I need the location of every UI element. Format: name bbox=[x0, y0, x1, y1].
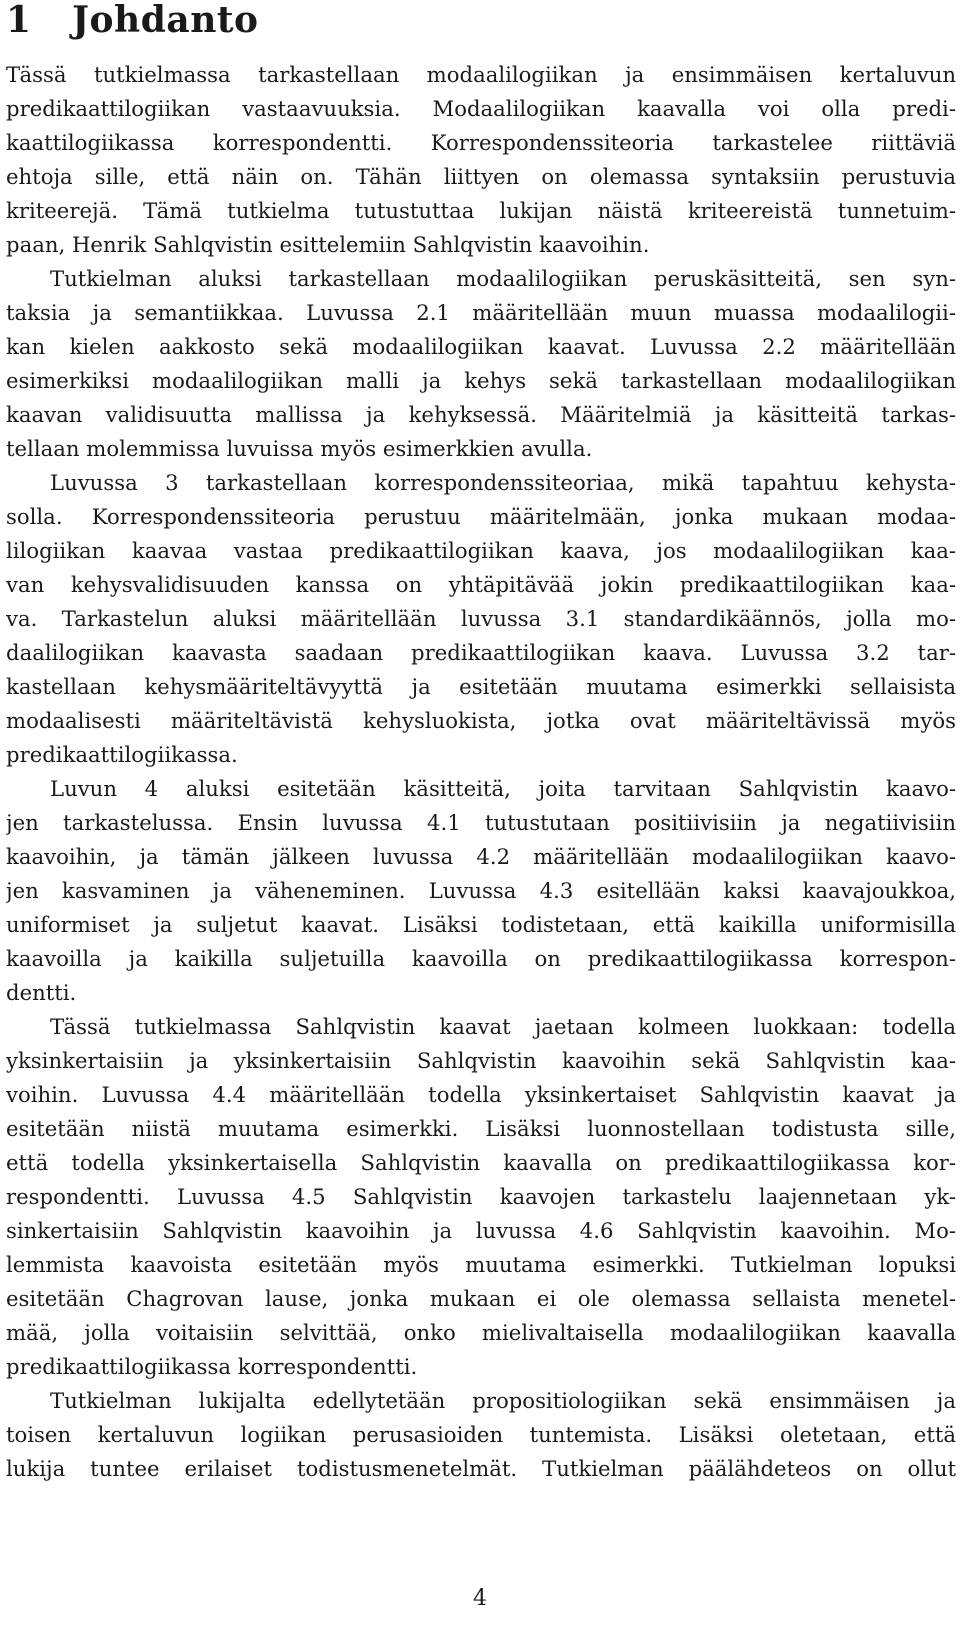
text-line: van kehysvalidisuuden kanssa on yhtäpitävää jokin predikaattilogiikan kaa- bbox=[6, 572, 956, 597]
body-text bbox=[6, 58, 956, 1486]
text-line: esitetään niistä muutama esimerkki. Lisäksi luonnostellaan todistusta sille, bbox=[6, 1116, 956, 1141]
text-line: esimerkiksi modaalilogiikan malli ja kehys sekä tarkastellaan modaalilogiikan bbox=[6, 368, 956, 393]
text-line: toisen kertaluvun logiikan perusasioiden tuntemista. Lisäksi oletetaan, että bbox=[6, 1422, 956, 1447]
text-line: predikaattilogiikassa. bbox=[6, 742, 238, 767]
text-line: predikaattilogiikassa korrespondentti. bbox=[6, 1354, 418, 1379]
text-line: kastellaan kehysmääriteltävyyttä ja esitetään muutama esimerkki sellaisista bbox=[6, 674, 956, 699]
text-line: jen tarkastelussa. Ensin luvussa 4.1 tutustutaan positiivisiin ja negatiivisiin bbox=[6, 810, 956, 835]
text-line: kaavoilla ja kaikilla suljetuilla kaavoilla on predikaattilogiikassa korrespon- bbox=[6, 946, 956, 971]
text-line: mää, jolla voitaisiin selvittää, onko mielivaltaisella modaalilogiikan kaavalla bbox=[6, 1320, 956, 1345]
chapter-number: 1 bbox=[6, 0, 32, 41]
text-line: paan, Henrik Sahlqvistin esittelemiin Sahlqvistin kaavoihin. bbox=[6, 232, 650, 257]
text-line: kriteerejä. Tämä tutkielma tutustuttaa lukijan näistä kriteereistä tunnetuim- bbox=[6, 198, 956, 223]
text-line: Tutkielman lukijalta edellytetään propositiologiikan sekä ensimmäisen ja bbox=[50, 1388, 956, 1413]
text-line: esitetään Chagrovan lause, jonka mukaan ei ole olemassa sellaista menetel- bbox=[6, 1286, 956, 1311]
text-line: kaattilogiikassa korrespondentti. Korrespondenssiteoria tarkastelee riittäviä bbox=[6, 130, 956, 155]
text-line: uniformiset ja suljetut kaavat. Lisäksi todistetaan, että kaikilla uniformisilla bbox=[6, 912, 956, 937]
text-line: lukija tuntee erilaiset todistusmenetelmät. Tutkielman päälähdeteos on ollut bbox=[6, 1456, 956, 1481]
document-page bbox=[6, 0, 956, 1481]
text-line: tellaan molemmissa luvuissa myös esimerkkien avulla. bbox=[6, 436, 593, 461]
text-line: yksinkertaisiin ja yksinkertaisiin Sahlqvistin kaavoihin sekä Sahlqvistin kaa- bbox=[6, 1048, 956, 1073]
text-line: voihin. Luvussa 4.4 määritellään todella yksinkertaiset Sahlqvistin kaavat ja bbox=[6, 1082, 956, 1107]
text-line: kan kielen aakkosto sekä modaalilogiikan kaavat. Luvussa 2.2 määritellään bbox=[6, 334, 956, 359]
text-line: va. Tarkastelun aluksi määritellään luvussa 3.1 standardikäännös, jolla mo- bbox=[6, 606, 956, 631]
text-line: lemmista kaavoista esitetään myös muutama esimerkki. Tutkielman lopuksi bbox=[6, 1252, 956, 1277]
chapter-heading bbox=[6, 0, 956, 42]
text-line: Tässä tutkielmassa tarkastellaan modaalilogiikan ja ensimmäisen kertaluvun bbox=[6, 62, 956, 87]
text-line: ehtoja sille, että näin on. Tähän liittyen on olemassa syntaksiin perustuvia bbox=[6, 164, 956, 189]
text-line: kaavan validisuutta mallissa ja kehyksessä. Määritelmiä ja käsitteitä tarkas- bbox=[6, 402, 956, 427]
text-line: sinkertaisiin Sahlqvistin kaavoihin ja luvussa 4.6 Sahlqvistin kaavoihin. Mo- bbox=[6, 1218, 956, 1243]
text-line: jen kasvaminen ja väheneminen. Luvussa 4.3 esitellään kaksi kaavajoukkoa, bbox=[6, 878, 956, 903]
text-line: Tässä tutkielmassa Sahlqvistin kaavat jaetaan kolmeen luokkaan: todella bbox=[50, 1014, 956, 1039]
text-line: Luvussa 3 tarkastellaan korrespondenssiteoriaa, mikä tapahtuu kehysta- bbox=[50, 470, 956, 495]
text-line: modaalisesti määriteltävistä kehysluokista, jotka ovat määriteltävissä myös bbox=[6, 708, 956, 733]
text-line: respondentti. Luvussa 4.5 Sahlqvistin kaavojen tarkastelu laajennetaan yk- bbox=[6, 1184, 956, 1209]
text-line: daalilogiikan kaavasta saadaan predikaattilogiikan kaava. Luvussa 3.2 tar- bbox=[6, 640, 956, 665]
text-line: kaavoihin, ja tämän jälkeen luvussa 4.2 määritellään modaalilogiikan kaavo- bbox=[6, 844, 956, 869]
text-line: dentti. bbox=[6, 980, 77, 1005]
chapter-title: Johdanto bbox=[72, 0, 259, 41]
text-line: lilogiikan kaavaa vastaa predikaattilogiikan kaava, jos modaalilogiikan kaa- bbox=[6, 538, 956, 563]
text-line: predikaattilogiikan vastaavuuksia. Modaalilogiikan kaavalla voi olla predi- bbox=[6, 96, 956, 121]
page-number: 4 bbox=[473, 1586, 487, 1611]
text-line: että todella yksinkertaisella Sahlqvistin kaavalla on predikaattilogiikassa kor- bbox=[6, 1150, 956, 1175]
text-line: taksia ja semantiikkaa. Luvussa 2.1 määritellään muun muassa modaalilogii- bbox=[6, 300, 956, 325]
text-line: solla. Korrespondenssiteoria perustuu määritelmään, jonka mukaan modaa- bbox=[6, 504, 956, 529]
text-line: Tutkielman aluksi tarkastellaan modaalilogiikan peruskäsitteitä, sen syn- bbox=[50, 266, 956, 291]
text-line: Luvun 4 aluksi esitetään käsitteitä, joita tarvitaan Sahlqvistin kaavo- bbox=[50, 776, 956, 801]
